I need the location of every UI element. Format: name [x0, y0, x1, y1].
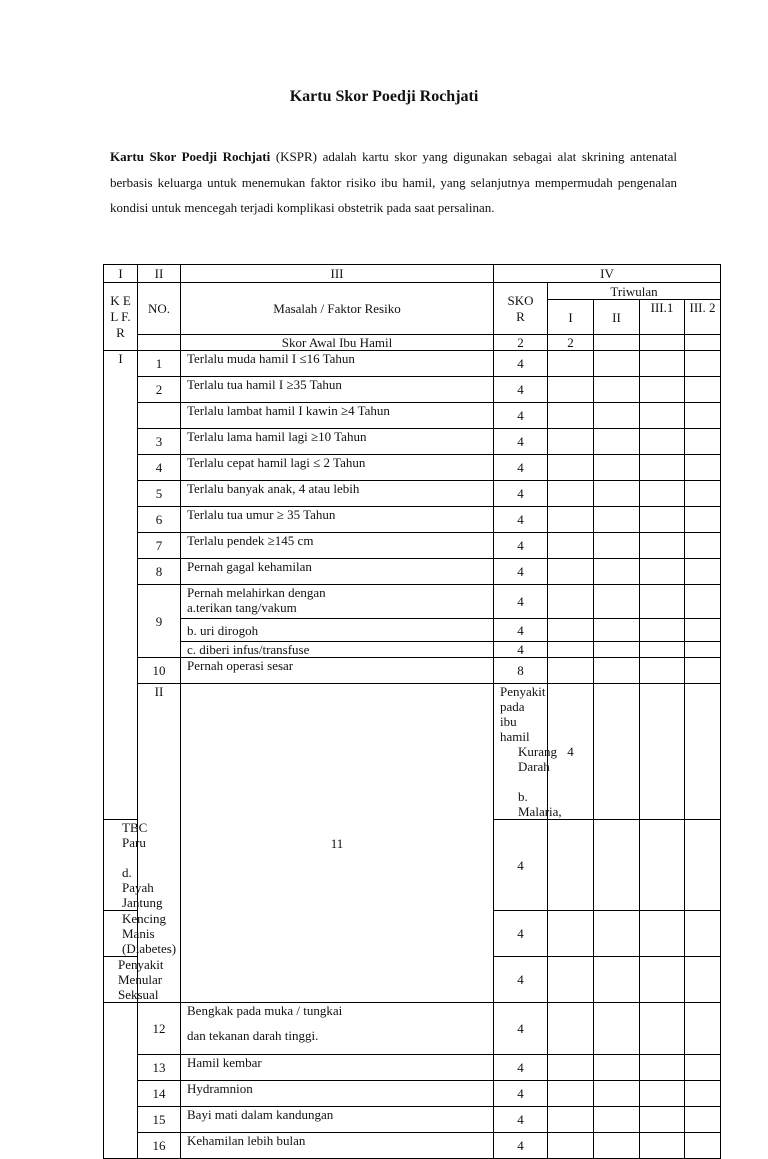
- row-skor: 4: [494, 455, 548, 481]
- row-no: 10: [138, 658, 181, 684]
- row-no: 6: [138, 507, 181, 533]
- group-1-label: I: [104, 351, 138, 820]
- row-9b-text: b. uri dirogoh: [181, 619, 494, 642]
- header-triwulan-row: [104, 283, 721, 300]
- row-no: 8: [138, 559, 181, 585]
- header-col-2: II: [138, 265, 181, 283]
- row-11-skor2: 4: [494, 820, 548, 911]
- row-skor: 4: [494, 481, 548, 507]
- row-text: Pernah gagal kehamilan: [181, 559, 494, 585]
- row-skor: 8: [494, 658, 548, 684]
- document-title: Kartu Skor Poedji Rochjati: [289, 88, 479, 105]
- row-9c-skor: 4: [494, 642, 548, 658]
- header-col-3: III: [181, 265, 494, 283]
- row-no: 4: [138, 455, 181, 481]
- table-row: [104, 533, 721, 559]
- row-no: 15: [138, 1107, 181, 1133]
- row-text: Terlalu tua hamil I ≥35 Tahun: [181, 377, 494, 403]
- row-text: Bayi mati dalam kandungan: [181, 1107, 494, 1133]
- table-row: [104, 507, 721, 533]
- row-12-text: [181, 1003, 494, 1055]
- table-row: [104, 1107, 721, 1133]
- row-9c-text: c. diberi infus/transfuse: [181, 642, 494, 658]
- table-row: [104, 377, 721, 403]
- row-11-line2b: b. Malaria,: [518, 789, 562, 819]
- kspr-table: [103, 264, 721, 1159]
- row-no: 3: [138, 429, 181, 455]
- table-row-9a: [104, 585, 721, 619]
- row-skor: 4: [494, 377, 548, 403]
- row-skor: 4: [494, 1133, 548, 1159]
- row-text: Terlalu lama hamil lagi ≥10 Tahun: [181, 429, 494, 455]
- table-row: [104, 455, 721, 481]
- row-9a-line1: Pernah melahirkan dengan: [187, 585, 326, 600]
- header-col-4: IV: [494, 265, 721, 283]
- row-no: 13: [138, 1055, 181, 1081]
- table-row: [104, 1081, 721, 1107]
- row-11-line4: Kencing Manis (Diabetes): [104, 911, 138, 957]
- table-row: [104, 559, 721, 585]
- row-11-line2: [500, 744, 562, 819]
- row-9a-line2: a.terikan tang/vakum: [187, 600, 297, 615]
- row-9a-text: [181, 585, 494, 619]
- row-11-line2a: Kurang Darah: [518, 744, 557, 774]
- intro-term: Kartu Skor Poedji Rochjati: [110, 149, 271, 164]
- skor-awal-tw1: 2: [548, 335, 594, 351]
- row-11-skor1: 4: [548, 684, 594, 820]
- row-text: Terlalu cepat hamil lagi ≤ 2 Tahun: [181, 455, 494, 481]
- row-12-line1: Bengkak pada muka / tungkai: [187, 1003, 343, 1018]
- header-skor: SKO R: [494, 283, 548, 335]
- table-row: [104, 351, 721, 377]
- row-text: Kehamilan lebih bulan: [181, 1133, 494, 1159]
- header-kelfr: K EL F. R: [104, 283, 138, 351]
- row-12-line2: dan tekanan darah tinggi.: [187, 1028, 319, 1043]
- header-triwulan: Triwulan: [548, 283, 721, 300]
- row-11a-text: [494, 684, 562, 820]
- intro-text: (KSPR) adalah kartu skor yang digunakan sebagai alat skrining antenatal berbasis keluarga untuk menemukan faktor risiko ibu hamil, yang selanjutnya mempermudah pengenalan kondisi untuk mencegah terjadi komplikasi obstetrik pada saat persalinan.: [110, 149, 677, 215]
- row-no: 7: [138, 533, 181, 559]
- row-9-no: 9: [138, 585, 181, 658]
- row-no: 14: [138, 1081, 181, 1107]
- skor-awal-skor: 2: [494, 335, 548, 351]
- row-skor: 4: [494, 351, 548, 377]
- row-skor: 4: [494, 429, 548, 455]
- row-no: 1: [138, 351, 181, 377]
- row-text: Terlalu lambat hamil I kawin ≥4 Tahun: [181, 403, 494, 429]
- row-11b-text: [104, 820, 163, 911]
- table-row: [104, 481, 721, 507]
- row-skor: 4: [494, 403, 548, 429]
- skor-awal-row: [104, 335, 721, 351]
- header-tw2: II: [594, 300, 640, 335]
- table-row: [104, 658, 721, 684]
- header-roman-row: [104, 265, 721, 283]
- table-row-9c: [104, 642, 721, 658]
- row-no: 12: [138, 1003, 181, 1055]
- row-11-no: 11: [181, 684, 494, 1003]
- row-11-skor4: 4: [494, 957, 548, 1003]
- header-col-1: I: [104, 265, 138, 283]
- row-text: Terlalu banyak anak, 4 atau lebih: [181, 481, 494, 507]
- table-row: [104, 1055, 721, 1081]
- row-skor: 4: [494, 1003, 548, 1055]
- header-tw32: III. 2: [685, 300, 721, 335]
- row-9a-skor: 4: [494, 585, 548, 619]
- intro-paragraph: [110, 144, 677, 221]
- row-text: Terlalu muda hamil I ≤16 Tahun: [181, 351, 494, 377]
- header-no: NO.: [138, 283, 181, 335]
- row-11-line3a: TBC Paru: [122, 820, 148, 850]
- row-text: Hydramnion: [181, 1081, 494, 1107]
- row-no: 16: [138, 1133, 181, 1159]
- row-text: Hamil kembar: [181, 1055, 494, 1081]
- table-row: [104, 429, 721, 455]
- row-11-skor3: 4: [494, 911, 548, 957]
- header-tw1: I: [548, 300, 594, 335]
- row-skor: 4: [494, 507, 548, 533]
- table-row-12: [104, 1003, 721, 1055]
- row-skor: 4: [494, 559, 548, 585]
- table-row: [104, 403, 721, 429]
- row-skor: 4: [494, 533, 548, 559]
- row-skor: 4: [494, 1107, 548, 1133]
- row-text: Pernah operasi sesar: [181, 658, 494, 684]
- table-row-9b: [104, 619, 721, 642]
- row-11-line1: Penyakit pada ibu hamil: [500, 684, 546, 744]
- row-skor: 4: [494, 1055, 548, 1081]
- row-11-line5: Penyakit Menular Seksual: [104, 957, 138, 1003]
- row-skor: 4: [494, 1081, 548, 1107]
- row-9b-skor: 4: [494, 619, 548, 642]
- table-row: [104, 1133, 721, 1159]
- header-tw31: III.1: [640, 300, 685, 335]
- row-no: 2: [138, 377, 181, 403]
- row-11-line3b: d. Payah Jantung: [122, 865, 163, 910]
- row-text: Terlalu tua umur ≥ 35 Tahun: [181, 507, 494, 533]
- skor-awal-label: Skor Awal Ibu Hamil: [181, 335, 494, 351]
- table-row-11a: [104, 684, 721, 820]
- row-no: 5: [138, 481, 181, 507]
- header-masalah: Masalah / Faktor Resiko: [181, 283, 494, 335]
- row-text: Terlalu pendek ≥145 cm: [181, 533, 494, 559]
- row-no: [138, 403, 181, 429]
- group-2-label: II: [138, 684, 181, 1003]
